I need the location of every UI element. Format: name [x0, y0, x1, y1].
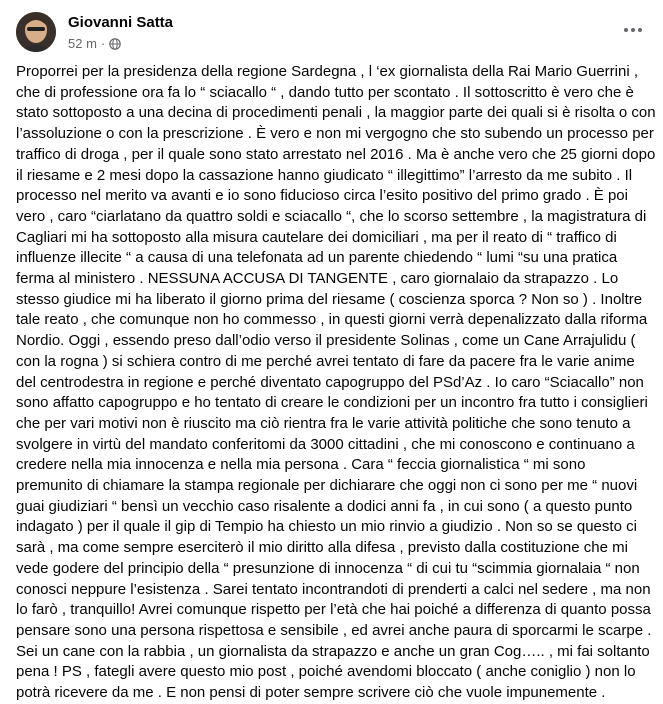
author-name[interactable]: Giovanni Satta: [68, 14, 174, 31]
post-time[interactable]: 52 m: [68, 36, 97, 51]
avatar[interactable]: [16, 12, 56, 52]
post-meta: [68, 36, 121, 51]
more-horizontal-icon: [624, 28, 628, 32]
post-header: [16, 12, 653, 56]
post-text: Proporrei per la presidenza della regione Sardegna , l ‘ex giornalista della Rai Mario Guerrini , che di professione ora fa lo “ sciacallo “ , dando tutto per scontato . Il sottoscritto è vero che è stato sottoposto a una decina di procedimenti penali , la maggior parte dei quali si è risolta o con l’assoluzione o con la prescrizione . È vero e non mi vergogno che sto subendo un processo per traffico di droga , per il quale sono stato arrestato nel 2016 . Ma è anche vero che 25 giorni dopo il riesame e 2 mesi dopo la cassazione hanno giudicato “ illegittimo” l’arresto da me subito . Il processo nel merito va avanti e io sono fiducioso circa l’esito positivo del primo grado . È poi vero , caro “ciarlatano da quattro soldi e sciacallo “, che lo scorso settembre , la magistratura di Cagliari mi ha sottoposto alla misura cautelare dei domiciliari , ma per il reato di “ traffico di influenze illecite “ a causa di una telefonata ad un parente chiedendo “ lumi “su una pratica ferma al ministero . NESSUNA ACCUSA DI TANGENTE , caro giornalaio da strapazzo . Lo stesso giudice mi ha liberato il giorno prima del riesame ( coscienza sporca ? Non so ) . Inoltre tale reato , che comunque non ho commesso , in questi giorni verrà depenalizzato dalla riforma Nordio. Oggi , essendo preso dall’odio verso il presidente Solinas , come un Cane Arrajulidu ( con la rogna ) si schiera contro di me perché avrei tentato di fare da pacere fra le varie anime del centrodestra in regione e perché diventato capogruppo del PSd’Az . Io caro “Sciacallo” non sono affatto capogruppo e ho tentato di creare le condizioni per un incontro fra tutto i consiglieri che per vari motivi non è riuscito ma ciò rientra fra le varie attività politiche che sono tenuto a svolgere in virtù del mandato conferitomi da 3000 cittadini , che mi conoscono e continuano a credere nella mia innocenza e nella mia persona . Cara “ feccia giornalistica “ mi sono premunito di chiamare la stampa regionale per dichiarare che oggi non ci sono per me “ nuovi guai giudiziari “ bensì un vecchio caso risalente a dodici anni fa , in cui sono ( a questo punto indagato ) per il quale il gip di Tempio ha chiesto un mio rinvio a giudizio . Non so se questo ci sarà , ma come sempre eserciterò il mio diritto alla difesa , previsto dalla costituzione che mi vede godere del principio della “ presunzione di innocenza “ di cui tu “scimmia giornalaia “ non conosci neppure l’esistenza . Sarei tentato incontrandoti di prenderti a calci nel sedere , ma non lo farò , tranquillo! Avrei comunque rispetto per l’età che hai poiché a differenza di quanto possa pensare sono una persona rispettosa e sensibile , ed avrei anche paura di sporcarmi le scarpe . Sei un cane con la rabbia , un giornalista da strapazzo e anche un gran Cog….. , mi fai soltanto pena ! PS , fategli avere questo mio post , poiché avendomi bloccato ( anche coniglio ) non lo potrà ricevere da me . E non pensi di poter sempre scrivere ciò che vuole impunemente .: [16, 63, 656, 702]
profile-photo: [16, 12, 56, 52]
meta-separator: ·: [100, 36, 106, 51]
globe-icon[interactable]: [109, 38, 121, 50]
more-options-button[interactable]: [621, 20, 645, 40]
